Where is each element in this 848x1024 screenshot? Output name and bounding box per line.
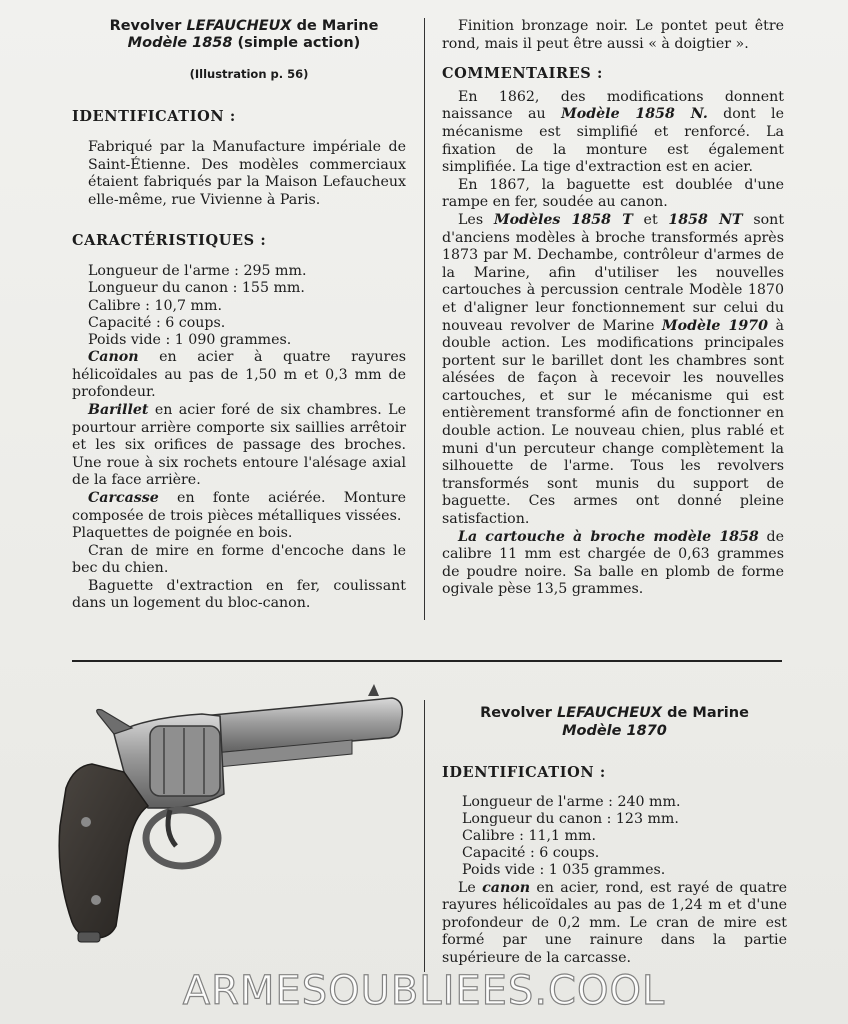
column-divider-top <box>424 18 425 620</box>
canon-paragraph: Canon en acier à quatre rayures hélicoïdales au pas de 1,50 m et 0,3 mm de profondeur. <box>72 349 406 401</box>
barillet-paragraph: Barillet en acier foré de six chambres. Le pourtour arrière comporte six saillies arrêtoir et les six orifices de passage des broches. Une roue à six rochets entoure l'alésage axial de la face arrière. <box>72 401 406 489</box>
model-1870-title: Revolver LEFAUCHEUX de Marine Modèle 1870 <box>480 705 749 739</box>
spec-item: Longueur du canon : 123 mm. <box>462 810 679 827</box>
illustration-reference: (Illustration p. 56) <box>189 67 309 81</box>
spec-item: Longueur du canon : 155 mm. <box>88 280 305 297</box>
identification-text: Fabriqué par la Manufacture impériale de Saint-Étienne. Des modèles commerciaux étaient fabriqués par la Maison Lefaucheux elle-même, rue Vivienne à Paris. <box>88 139 406 208</box>
comment-1862: En 1862, des modifications donnent naissance au Modèle 1858 N. dont le mécanisme est simplifié et renforcé. La fixation de la monture est également simplifiée. La tige d'extraction est en acier. <box>442 88 784 176</box>
identification-heading-1870: IDENTIFICATION : <box>442 764 606 781</box>
characteristics-heading: CARACTÉRISTIQUES : <box>72 231 267 249</box>
right-column <box>442 18 784 599</box>
section-divider <box>72 660 782 662</box>
revolver-photo <box>52 676 412 956</box>
watermark: ARMESOUBLIEES.COOL <box>182 968 666 1014</box>
spec-item: Poids vide : 1 035 grammes. <box>462 862 666 879</box>
column-divider-bottom <box>424 700 425 972</box>
model-1870-section <box>442 704 787 968</box>
revolver-illustration <box>52 676 412 956</box>
spec-item: Poids vide : 1 090 grammes. <box>88 331 292 348</box>
spec-item: Longueur de l'arme : 240 mm. <box>462 793 681 810</box>
commentaires-heading: COMMENTAIRES : <box>442 65 603 83</box>
identification-heading: IDENTIFICATION : <box>72 107 236 125</box>
spec-item: Calibre : 10,7 mm. <box>88 297 222 314</box>
comment-cartouche: La cartouche à broche modèle 1858 de calibre 11 mm est chargée de 0,63 grammes de poudre noire. Sa balle en plomb de forme ogivale pèse 13,5 grammes. <box>442 528 784 598</box>
model-1858-title: Revolver LEFAUCHEUX de Marine Modèle 1858 (simple action) <box>109 18 379 51</box>
comment-1867: En 1867, la baguette est doublée d'une rampe en fer, soudée au canon. <box>442 176 784 211</box>
spec-item: Longueur de l'arme : 295 mm. <box>88 263 307 280</box>
comment-transformations: Les Modèles 1858 T et 1858 NT sont d'anciens modèles à broche transformés après 1873 par M. Dechambe, contrôleur d'armes de la Marine, afin d'utiliser les nouvelles cartouches à percussion centrale Modèle 1870 et d'aligner leur fonctionnement sur celui du nouveau revolver de Marine Modèle 1970 à double action. Les modifications principales portent sur le barillet dont les chambres sont alésées de façon à recevoir les nouvelles cartouches, et sur le mécanisme qui est entièrement transformé afin de fonctionner en double action. Le nouveau chien, plus rablé et muni d'un percuteur change complètement la silhouette de l'arme. Tous les revolvers transformés sont munis du support de baguette. Ces armes ont donné pleine satisfaction. <box>442 211 785 528</box>
plaquettes-paragraph: Plaquettes de poignée en bois. <box>72 525 293 542</box>
canon-1870-paragraph: Le canon en acier, rond, est rayé de quatre rayures hélicoïdales au pas de 1,24 m et d'une profondeur de 0,2 mm. Le cran de mire est formé par une rainure dans la partie supérieure de la carcasse. <box>442 879 788 966</box>
left-column <box>72 18 406 613</box>
spec-item: Capacité : 6 coups. <box>88 314 226 331</box>
cran-paragraph: Cran de mire en forme d'encoche dans le bec du chien. <box>72 542 406 577</box>
baguette-paragraph: Baguette d'extraction en fer, coulissant dans un logement du bloc-canon. <box>72 577 406 612</box>
spec-list-1870 <box>462 794 787 880</box>
spec-item: Capacité : 6 coups. <box>462 845 600 862</box>
finition-paragraph: Finition bronzage noir. Le pontet peut être rond, mais il peut être aussi « à doigtier ». <box>442 18 784 52</box>
spec-list <box>88 263 406 349</box>
carcasse-paragraph: Carcasse en fonte aciérée. Monture composée de trois pièces métalliques vissées. <box>72 489 406 524</box>
spec-item: Calibre : 11,1 mm. <box>462 828 596 844</box>
